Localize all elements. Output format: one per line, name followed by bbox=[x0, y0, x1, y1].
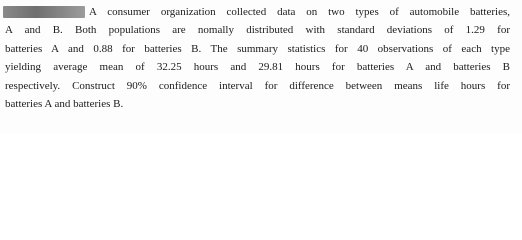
problem-line: batteries A and 0.88 for batteries B. The summary statistics for 40 observations of each type bbox=[5, 42, 510, 55]
problem-line: batteries A and batteries B. bbox=[5, 97, 124, 110]
problem-line: respectively. Construct 90% confidence interval for difference between means life hours for bbox=[5, 79, 510, 92]
problem-line: A and B. Both populations are nomally distributed with standard deviations of 1.29 for bbox=[5, 24, 510, 37]
problem-line: A consumer organization collected data on two types of automobile batteries, bbox=[89, 6, 510, 18]
problem-line: yielding average mean of 32.25 hours and 29.81 hours for batteries A and batteries B bbox=[5, 61, 510, 74]
problem-text bbox=[5, 3, 510, 113]
